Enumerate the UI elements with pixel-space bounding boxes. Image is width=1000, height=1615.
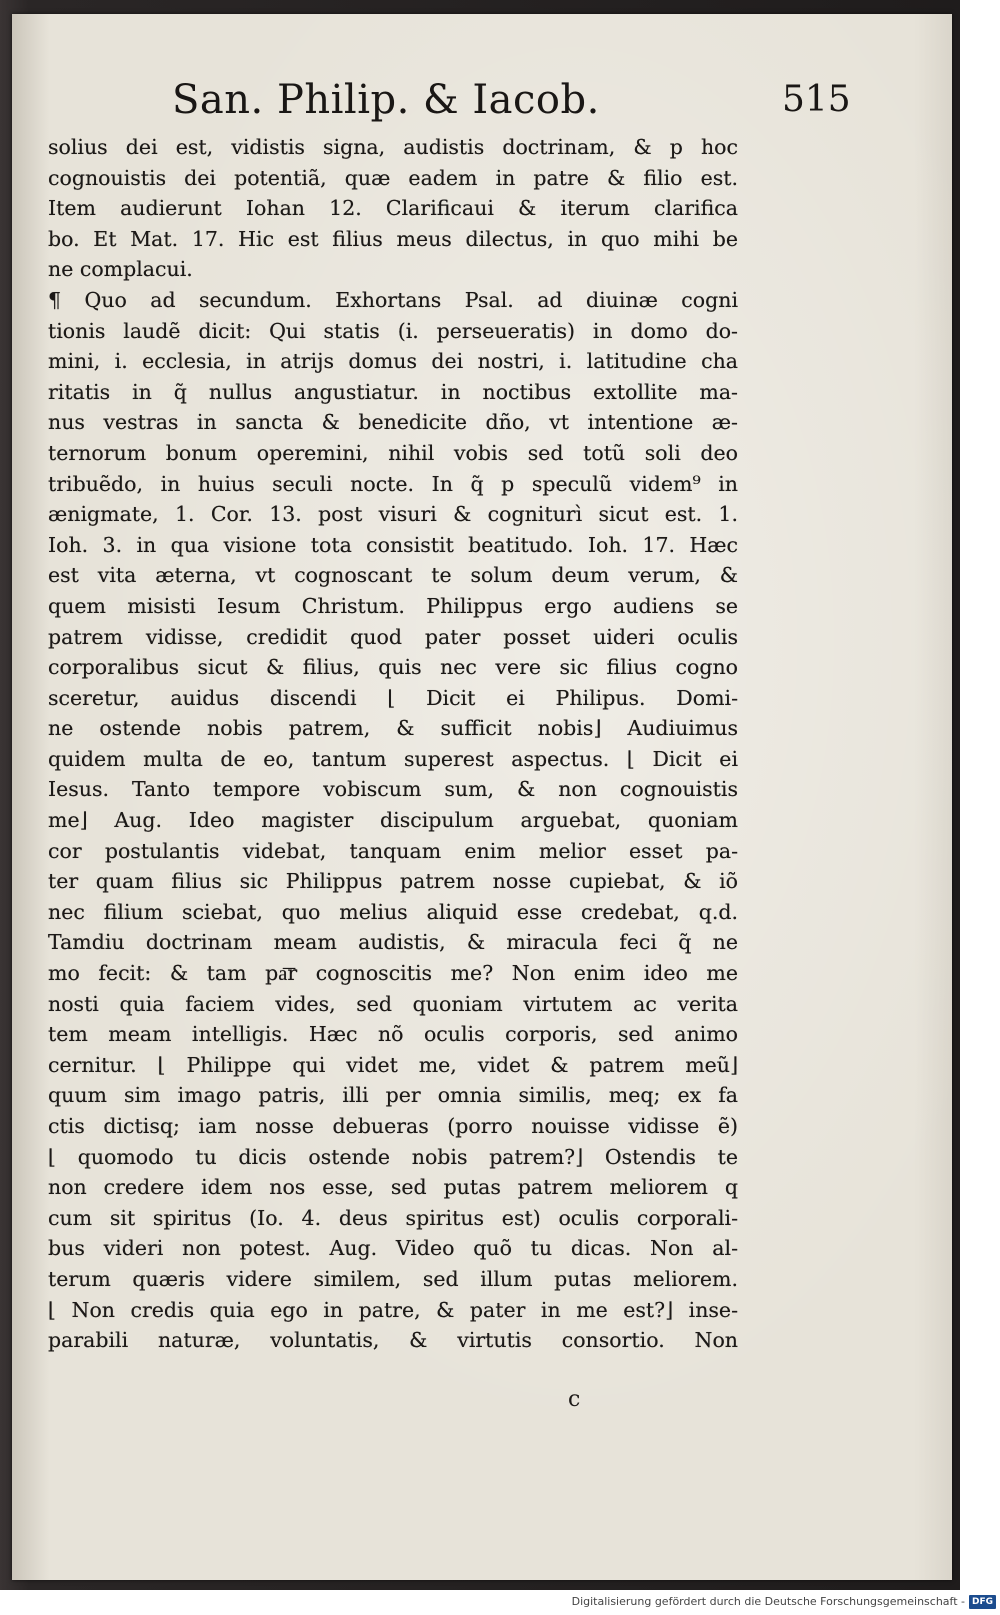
text-line: cor postulantis videbat, tanquam enim melior esset pa- — [48, 838, 738, 863]
text-line: tionis laudẽ dicit: Qui statis (i. perseueratis) in domo do- — [48, 318, 738, 343]
text-line: Tamdiu doctrinam meam audistis, & miracula feci q̃ ne — [48, 930, 738, 955]
text-line: corporalibus sicut & filius, quis nec vere sic filius cogno — [48, 655, 738, 680]
text-line: sceretur, auidus discendi ⌊ Dicit ei Philipus. Domi- — [48, 685, 738, 710]
text-line: est vita æterna, vt cognoscant te solum deum verum, & — [48, 563, 738, 588]
text-line: ter quam filius sic Philippus patrem nosse cupiebat, & iõ — [48, 869, 738, 894]
page-number: 515 — [782, 79, 851, 120]
text-line: mini, i. ecclesia, in atrijs domus dei nostri, i. latitudine cha — [48, 349, 738, 374]
text-line: patrem vidisse, credidit quod pater posset uideri oculis — [48, 624, 738, 649]
text-line: cernitur. ⌊ Philippe qui videt me, videt & patrem meũ⌋ — [48, 1052, 738, 1077]
text-line: ænigmate, 1. Cor. 13. post visuri & cogniturì sicut est. 1. — [48, 502, 738, 527]
text-line: parabili naturæ, voluntatis, & virtutis consortio. Non — [48, 1328, 738, 1353]
text-line: non credere idem nos esse, sed putas patrem meliorem q — [48, 1175, 738, 1200]
text-line: bus videri non potest. Aug. Video quõ tu dicas. Non al- — [48, 1236, 738, 1261]
text-line: quidem multa de eo, tantum superest aspectus. ⌊ Dicit ei — [48, 746, 738, 771]
running-head — [162, 76, 862, 126]
text-line: solius dei est, vidistis signa, audistis doctrinam, & p hoc — [48, 135, 738, 159]
text-line: Ioh. 3. in qua visione tota consistit beatitudo. Ioh. 17. Hæc — [48, 532, 738, 557]
running-head-title: San. Philip. & Iacob. — [172, 77, 600, 123]
text-line: tribuẽdo, in huius seculi nocte. In q̃ p speculũ videm⁹ in — [48, 471, 738, 496]
text-line: nec filium sciebat, quo melius aliquid esse credebat, q.d. — [48, 899, 738, 924]
text-line: Item audierunt Iohan 12. Clarificaui & iterum clarifica — [48, 196, 738, 221]
text-line: quum sim imago patris, illi per omnia similis, meq; ex fa — [48, 1083, 738, 1108]
text-line: cognouistis dei potentiã, quæ eadem in patre & filio est. — [48, 165, 738, 190]
text-line: mo fecit: & tam pa͞r cognoscitis me? Non enim ideo me — [48, 961, 738, 986]
text-line: ¶ Quo ad secundum. Exhortans Psal. ad diuinæ cogni — [48, 287, 738, 312]
text-line: bo. Et Mat. 17. Hic est filius meus dilectus, in quo mihi be — [48, 226, 738, 251]
footer-credit-text: Digitalisierung gefördert durch die Deutsche Forschungsgemeinschaft - — [571, 1595, 965, 1608]
text-line: cum sit spiritus (Io. 4. deus spiritus est) oculis corporali- — [48, 1205, 738, 1230]
text-line: ritatis in q̃ nullus angustiatur. in noctibus extollite ma- — [48, 379, 738, 404]
text-line: nus vestras in sancta & benedicite dño, vt intentione æ- — [48, 410, 738, 435]
catchword: c — [568, 1387, 581, 1412]
text-line: terum quæris videre similem, sed illum putas meliorem. — [48, 1266, 738, 1291]
footer-credit — [572, 1593, 996, 1611]
text-line: ⌊ Non credis quia ego in patre, & pater in me est?⌋ inse- — [48, 1297, 738, 1322]
text-line: ne complacui. — [48, 257, 193, 282]
text-block — [48, 132, 738, 1356]
text-line: Iesus. Tanto tempore vobiscum sum, & non cognouistis — [48, 777, 738, 802]
text-line: quem misisti Iesum Christum. Philippus ergo audiens se — [48, 593, 738, 618]
text-line: ne ostende nobis patrem, & sufficit nobis⌋ Audiuimus — [48, 716, 738, 741]
text-line: nosti quia faciem vides, sed quoniam virtutem ac verita — [48, 991, 738, 1016]
text-line: ⌊ quomodo tu dicis ostende nobis patrem?⌋ Ostendis te — [48, 1144, 738, 1169]
book-page — [12, 14, 952, 1580]
text-line: ternorum bonum operemini, nihil vobis sed totũ soli deo — [48, 440, 738, 465]
text-line: me⌋ Aug. Ideo magister discipulum arguebat, quoniam — [48, 808, 738, 833]
text-line: tem meam intelligis. Hæc nõ oculis corporis, sed animo — [48, 1022, 738, 1047]
dfg-logo: DFG — [969, 1595, 996, 1609]
text-line: ctis dictisq; iam nosse debueras (porro nouisse vidisse ẽ) — [48, 1114, 738, 1138]
